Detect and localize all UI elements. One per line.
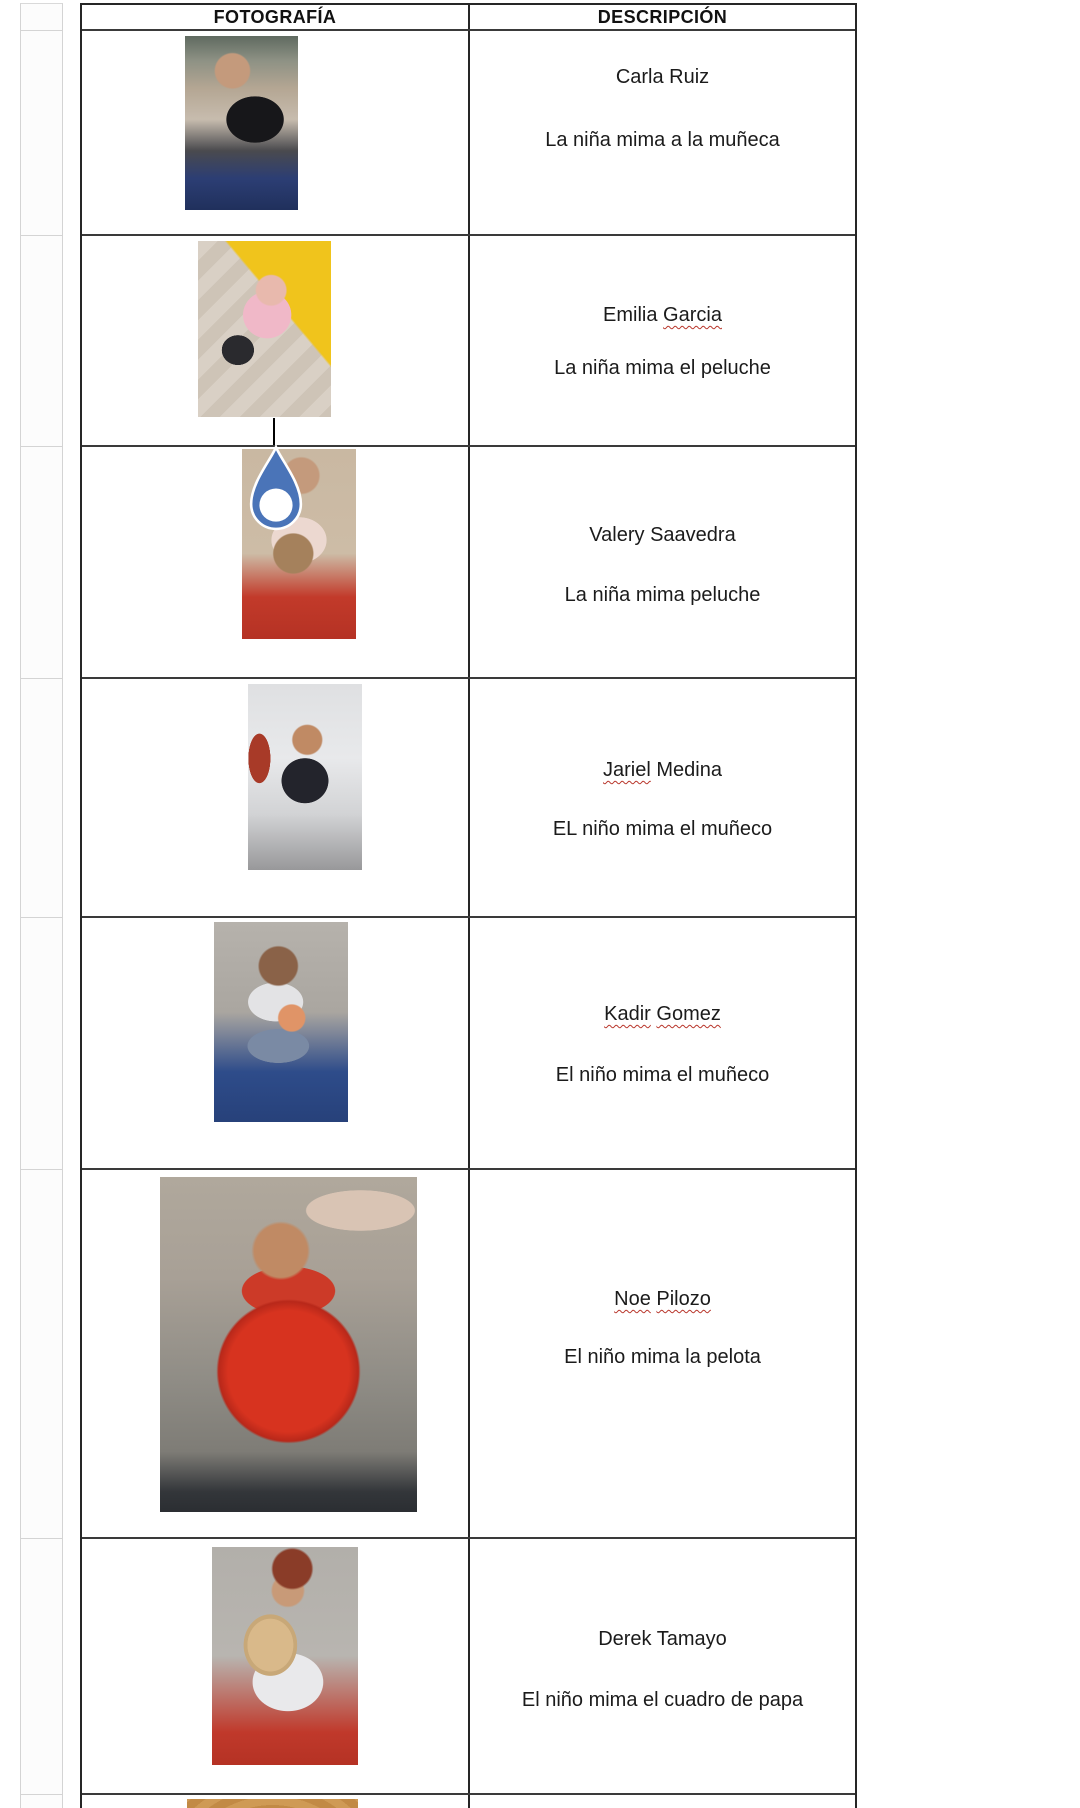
partial-next-photo-photo[interactable]	[187, 1799, 358, 1808]
baby-holding-doll-photo[interactable]	[214, 922, 348, 1122]
misspelled-word: Jariel	[603, 759, 651, 781]
photo-cell[interactable]	[82, 679, 470, 916]
table-row	[82, 1537, 855, 1793]
child-with-photo-frame-photo[interactable]	[212, 1547, 358, 1765]
table-row	[82, 445, 855, 677]
gridline	[21, 678, 62, 679]
description-cell[interactable]	[470, 447, 855, 677]
description-text[interactable]: El niño mima el cuadro de papa	[521, 1689, 804, 1711]
photo-cell[interactable]	[82, 1539, 470, 1793]
photo-cell[interactable]	[82, 236, 470, 445]
photo-description-table	[80, 3, 857, 1808]
table-row	[82, 29, 855, 234]
girl-with-doll-on-floor-photo[interactable]	[198, 241, 331, 417]
description-text[interactable]: La niña mima peluche	[564, 584, 761, 606]
left-table-gridline-column	[20, 3, 63, 1808]
table-header-row	[82, 5, 855, 29]
boy-with-red-ball-photo[interactable]	[160, 1177, 417, 1512]
gridline	[21, 1794, 62, 1795]
photo-cell[interactable]	[82, 918, 470, 1168]
photo-cell[interactable]	[82, 1795, 470, 1808]
gridline	[21, 446, 62, 447]
description-cell[interactable]	[470, 679, 855, 916]
misspelled-word: Garcia	[663, 304, 722, 326]
header-cell-fotografia[interactable]	[82, 5, 470, 29]
child-name[interactable]	[470, 757, 855, 783]
header-cell-descripcion[interactable]	[470, 5, 855, 29]
child-name[interactable]	[470, 64, 855, 90]
gridline	[21, 1538, 62, 1539]
gridline	[21, 235, 62, 236]
header-label-descripcion: DESCRIPCIÓN	[597, 6, 728, 27]
child-name[interactable]	[470, 1626, 855, 1652]
gridline	[21, 917, 62, 918]
misspelled-word: Noe	[614, 1288, 651, 1310]
photo-cell[interactable]	[82, 1170, 470, 1537]
gridline	[21, 30, 62, 31]
name-word: Valery	[589, 524, 645, 546]
table-row	[82, 677, 855, 916]
description-cell[interactable]	[470, 918, 855, 1168]
misspelled-word: Pilozo	[656, 1288, 711, 1310]
description-cell[interactable]	[470, 1795, 855, 1808]
name-word: Ruiz	[669, 66, 710, 88]
name-word: Tamayo	[656, 1628, 727, 1650]
table-row	[82, 916, 855, 1168]
description-text[interactable]: EL niño mima el muñeco	[552, 818, 773, 840]
name-word: Emilia	[603, 304, 658, 326]
description-cell[interactable]	[470, 31, 855, 234]
child-name[interactable]	[470, 1001, 855, 1027]
text-cursor	[273, 418, 275, 445]
name-word: Saavedra	[650, 524, 736, 546]
child-name[interactable]	[470, 522, 855, 548]
child-name[interactable]	[470, 1286, 855, 1312]
misspelled-word: Gomez	[656, 1003, 721, 1025]
boy-on-white-chair-photo[interactable]	[248, 684, 362, 870]
description-text[interactable]: El niño mima la pelota	[564, 1346, 761, 1368]
table-row	[82, 234, 855, 445]
description-cell[interactable]	[470, 1539, 855, 1793]
name-word: Medina	[656, 759, 722, 781]
child-name[interactable]	[470, 302, 855, 328]
description-text[interactable]: La niña mima a la muñeca	[545, 129, 780, 151]
description-text[interactable]: La niña mima el peluche	[554, 357, 771, 379]
girl-hugging-doll-photo[interactable]	[185, 36, 298, 210]
photo-cell[interactable]	[82, 31, 470, 234]
name-word: Carla	[615, 66, 664, 88]
table-row	[82, 1168, 855, 1537]
name-word: Derek	[598, 1628, 652, 1650]
gridline	[21, 1169, 62, 1170]
header-label-fotografia: FOTOGRAFÍA	[213, 6, 337, 27]
description-text[interactable]: El niño mima el muñeco	[555, 1064, 770, 1086]
table-row	[82, 1793, 855, 1808]
touch-cursor-gripper-icon[interactable]	[249, 445, 303, 531]
description-cell[interactable]	[470, 236, 855, 445]
misspelled-word: Kadir	[604, 1003, 651, 1025]
description-cell[interactable]	[470, 1170, 855, 1537]
